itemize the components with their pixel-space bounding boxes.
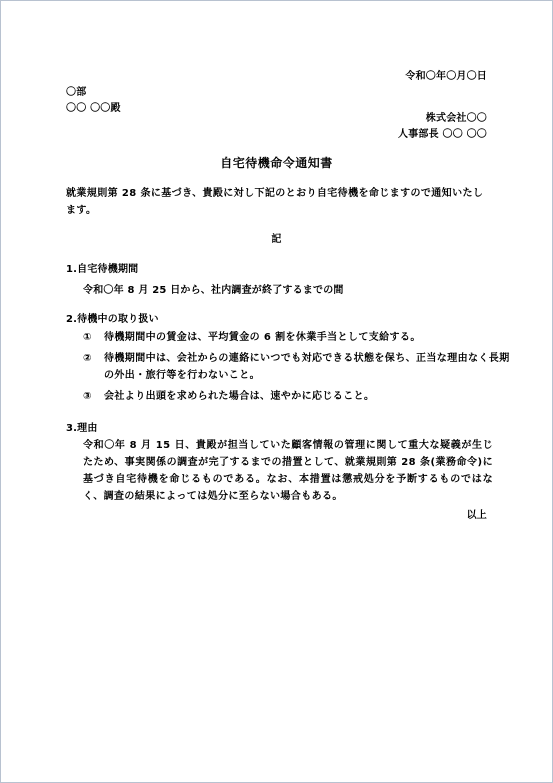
item-text: 待機期間中は、会社からの連絡にいつでも対応できる状態を保ち、正当な理由なく長期の外出・旅行等を行わないこと。 <box>104 353 510 381</box>
section1-heading: 1.自宅待機期間 <box>66 264 139 275</box>
item-text: 会社より出頭を求められた場合は、速やかに応じること。 <box>104 391 375 402</box>
recipient-department: 〇部 <box>66 87 87 98</box>
section3-heading: 3.理由 <box>66 423 98 434</box>
item-mark: ③ <box>83 391 92 402</box>
item-mark: ① <box>83 332 92 343</box>
recipient-name: 〇〇 〇〇殿 <box>66 103 121 114</box>
closing-text: 以上 <box>466 510 487 521</box>
item-mark: ② <box>83 353 92 364</box>
section2-item <box>83 329 493 346</box>
section2-item <box>83 350 514 384</box>
section2-item <box>83 388 493 405</box>
document-title: 自宅待機命令通知書 <box>220 156 333 170</box>
section2-heading: 2.待機中の取り扱い <box>66 314 159 325</box>
sender-company: 株式会社〇〇 <box>425 113 487 124</box>
item-text: 待機期間中の賃金は、平均賃金の 6 割を休業手当として支給する。 <box>104 332 421 343</box>
sender-person: 人事部長 〇〇 〇〇 <box>398 129 487 140</box>
document-date: 令和〇年〇月〇日 <box>405 71 487 82</box>
ki-marker: 記 <box>271 234 282 245</box>
section1-body: 令和〇年 8 月 25 日から、社内調査が終了するまでの間 <box>83 285 344 296</box>
section3-body: 令和〇年 8 月 15 日、貴殿が担当していた顧客情報の管理に関して重大な疑義が生じたため、事実関係の調査が完了するまでの措置として、就業規則第 28 条(業務命令)に基づき自宅待機を命じるものである。なお、本措置は懲戒処分を予断するものではなく、調査の結果によっては処分に至らない場合もある。 <box>83 440 493 502</box>
intro-paragraph: 就業規則第 28 条に基づき、貴殿に対し下記のとおり自宅待機を命じますので通知いたします。 <box>66 188 484 216</box>
